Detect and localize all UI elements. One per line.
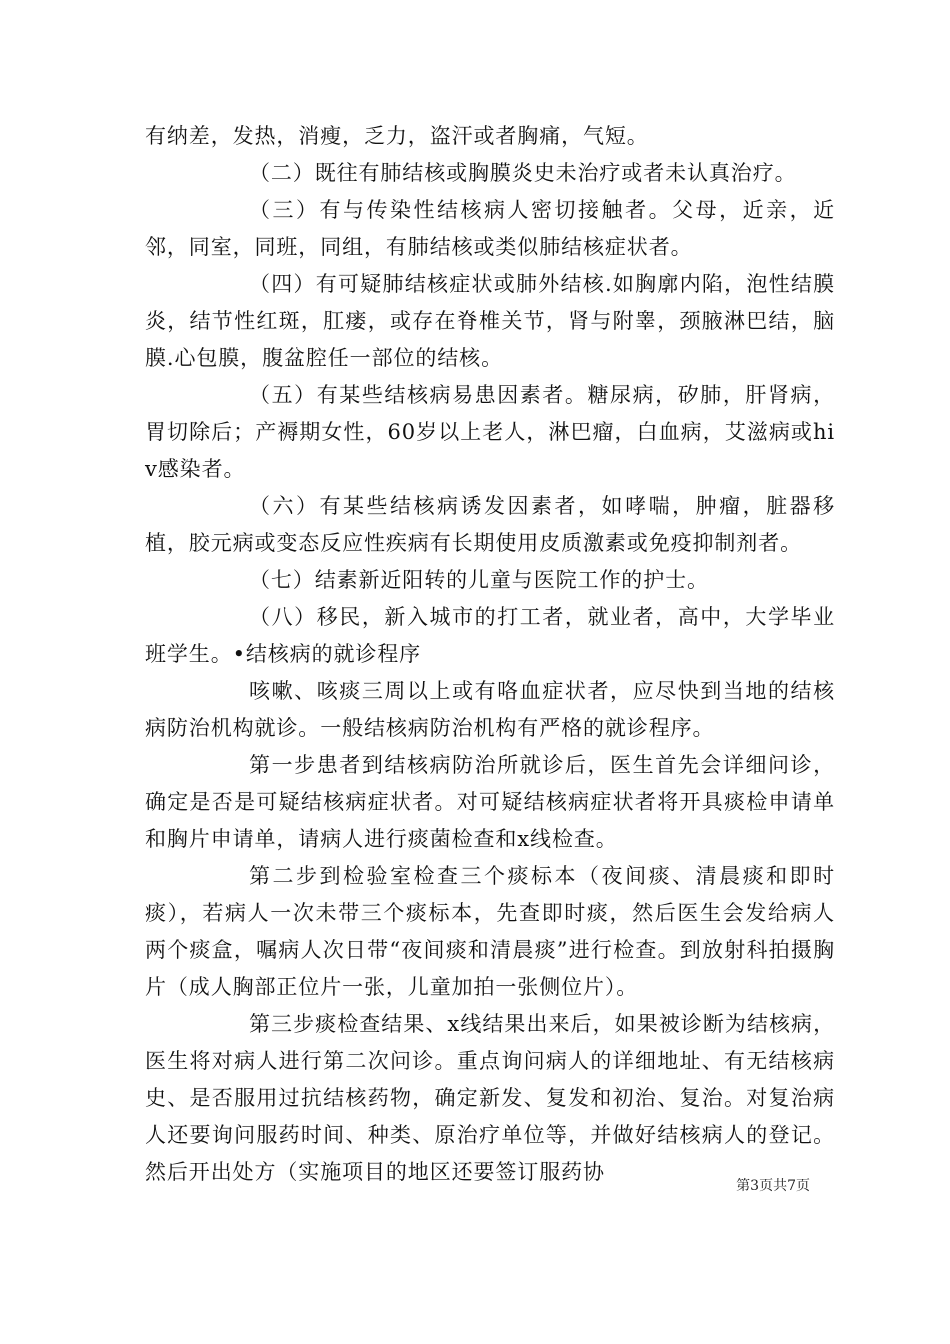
paragraph-item-8: （八）移民，新入城市的打工者，就业者，高中，大学毕业班学生。•结核病的就诊程序	[145, 605, 835, 666]
page-number-footer: 第3页共7页	[736, 1178, 810, 1194]
paragraph-procedure-intro: 咳嗽、咳痰三周以上或有咯血症状者，应尽快到当地的结核病防治机构就诊。一般结核病防治机构有严格的就诊程序。	[145, 679, 835, 740]
paragraph-step-2: 第二步到检验室检查三个痰标本（夜间痰、清晨痰和即时痰），若病人一次未带三个痰标本，先查即时痰，然后医生会发给病人两个痰盒，嘱病人次日带“夜间痰和清晨痰”进行检查。到放射科拍摄胸片（成人胸部正位片一张，儿童加拍一张侧位片）。	[145, 864, 835, 999]
paragraph-step-1: 第一步患者到结核病防治所就诊后，医生首先会详细问诊，确定是否是可疑结核病症状者。对可疑结核病症状者将开具痰检申请单和胸片申请单，请病人进行痰菌检查和x线检查。	[145, 753, 835, 851]
paragraph-symptoms-continued: 有纳差，发热，消瘦，乏力，盗汗或者胸痛，气短。	[145, 124, 649, 148]
paragraph-item-5: （五）有某些结核病易患因素者。糖尿病，矽肺，肝肾病，胃切除后；产褥期女性，60岁以上老人，淋巴瘤，白血病，艾滋病或hiv感染者。	[145, 383, 835, 481]
paragraph-item-2: （二）既往有肺结核或胸膜炎史未治疗或者未认真治疗。	[249, 161, 797, 185]
paragraph-item-3: （三）有与传染性结核病人密切接触者。父母，近亲，近邻，同室，同班，同组，有肺结核或类似肺结核症状者。	[145, 198, 835, 259]
paragraph-item-4: （四）有可疑肺结核症状或肺外结核.如胸廓内陷，泡性结膜炎，结节性红斑，肛瘘，或存在脊椎关节，肾与附睾，颈腋淋巴结，脑膜.心包膜，腹盆腔任一部位的结核。	[145, 272, 835, 370]
paragraph-item-7: （七）结素新近阳转的儿童与医院工作的护士。	[249, 568, 709, 592]
document-body	[145, 118, 835, 1191]
paragraph-item-6: （六）有某些结核病诱发因素者，如哮喘，肿瘤，脏器移植，胶元病或变态反应性疾病有长期使用皮质激素或免疫抑制剂者。	[145, 494, 835, 555]
paragraph-step-3: 第三步痰检查结果、x线结果出来后，如果被诊断为结核病，医生将对病人进行第二次问诊。重点询问病人的详细地址、有无结核病史、是否服用过抗结核药物，确定新发、复发和初治、复治。对复治病人还要询问服药时间、种类、原治疗单位等，并做好结核病人的登记。然后开出处方（实施项目的地区还要签订服药协	[145, 1012, 835, 1184]
